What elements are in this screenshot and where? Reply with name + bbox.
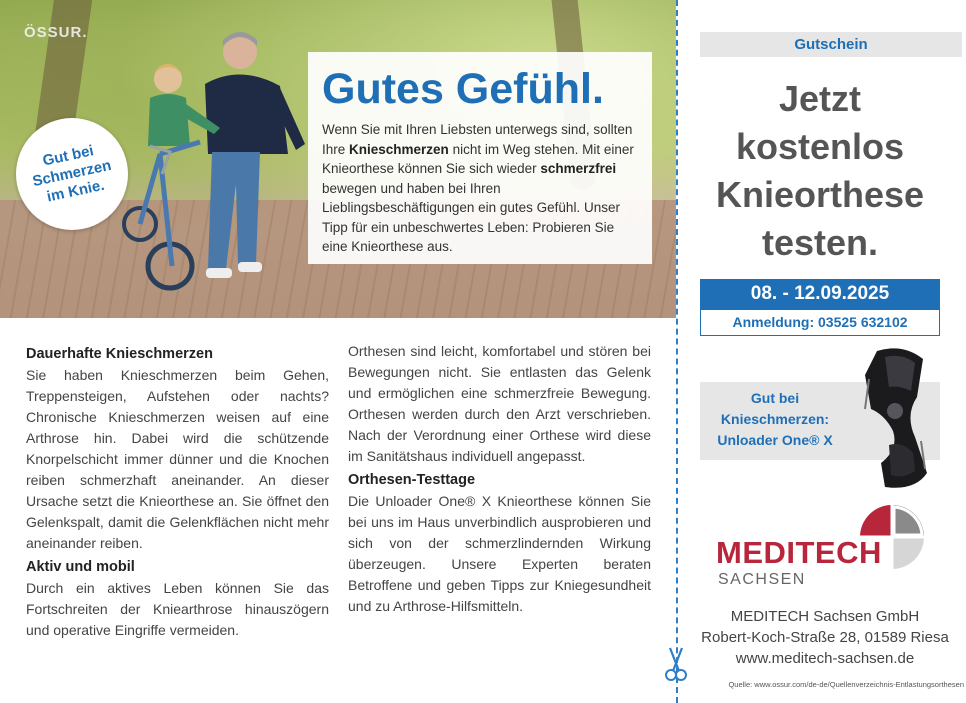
hero-text-emphasis: Knieschmerzen xyxy=(349,141,449,157)
knee-pain-badge xyxy=(16,118,128,230)
heading-active-mobile: Aktiv und mobil xyxy=(26,559,135,575)
badge-text: Gut bei Schmerzen im Knie. xyxy=(30,142,113,206)
hero-text-run: bewegen und haben bei Ihren Lieblingsbeschäftigungen ein gutes Gefühl. Unser Tipp für ein unbeschwertes Leben: Probieren Sie eine Knieorthese aus. xyxy=(322,180,620,254)
registration-phone: Anmeldung: 03525 632102 xyxy=(700,309,940,336)
meditech-subtitle: SACHSEN xyxy=(718,571,806,588)
paragraph-active-mobile: Durch ein aktives Leben können Sie das Fortschreiten der Kniearthrose hinauszögern und operative Eingriffe vermeiden. xyxy=(26,580,329,638)
event-dates: 08. - 12.09.2025 xyxy=(700,279,940,309)
company-name: MEDITECH Sachsen GmbH xyxy=(730,608,920,625)
coupon-headline: Jetzt kostenlos Knieorthese testen. xyxy=(715,78,925,263)
heading-test-days: Orthesen-Testtage xyxy=(348,472,476,488)
heading-chronic-knee-pain: Dauerhafte Knieschmerzen xyxy=(26,346,213,362)
source-note: Quelle: www.ossur.com/de-de/Quellenverzeichnis-Entlastungsorthesen xyxy=(728,680,964,689)
paragraph-test-days: Die Unloader One® X Knieorthese können Sie bei uns im Haus unverbindlich ausprobieren und sich von der schmerzlindernden Wirkung überzeugen. Unsere Experten beraten Betroffene und geben Tipps zur Kniegesundheit und zu Arthrose-Hilfsmitteln. xyxy=(348,493,651,614)
product-info-text: Gut bei Knieschmerzen: Unloader One® X xyxy=(717,390,833,448)
father-child-bicycle-illustration xyxy=(110,24,330,314)
hero-intro-text xyxy=(322,120,642,257)
hero-image xyxy=(0,0,676,318)
hero-text-box xyxy=(308,52,652,264)
ossur-logo: ÖSSUR. xyxy=(24,24,88,41)
article-column-right xyxy=(348,341,651,620)
coupon-cut-line xyxy=(676,0,678,703)
coupon-label: Gutschein xyxy=(700,32,962,57)
hero-text-emphasis: schmerzfrei xyxy=(540,161,617,176)
hero-text-run: Wenn Sie mit Ihren Liebsten unterwegs sind, sollten Ihre xyxy=(322,122,633,157)
company-website: www.meditech-sachsen.de xyxy=(735,650,915,667)
hero-text-run: nicht im Weg stehen. Mit einer Knieorthese können Sie sich wieder xyxy=(322,141,634,176)
paragraph-orthoses: Orthesen sind leicht, komfortabel und stören bei Bewegungen nicht. Sie entlasten das Gelenk und ermöglichen eine schmerzfreie Bewegung. Orthesen werden durch den Arzt verschrieben. Nach der Verordnung einer Orthese wird diese im Sanitätshaus individuell angepasst. xyxy=(348,343,651,464)
article-column-left xyxy=(26,341,329,644)
scissors-icon xyxy=(664,646,688,682)
knee-brace-image xyxy=(855,345,935,495)
paragraph-chronic-knee-pain: Sie haben Knieschmerzen beim Gehen, Treppensteigen, Aufstehen oder nachts? Chronische Knieschmerzen weisen auf eine Arthrose hin. Dabei wird die schützende Knorpelschicht immer dünner und die Knochen reiben schmerzhaft aneinander. An dieser Ursache setzt die Knieorthese an. Sie öffnet den Gelenkspalt, damit die Gelenkflächen nicht mehr aneinander reiben. xyxy=(26,367,329,551)
hero-title: Gutes Gefühl. xyxy=(322,65,604,113)
meditech-wordmark: MEDITECH xyxy=(716,535,882,570)
company-address: Robert-Koch-Straße 28, 01589 Riesa xyxy=(701,629,949,646)
company-contact xyxy=(690,606,960,669)
